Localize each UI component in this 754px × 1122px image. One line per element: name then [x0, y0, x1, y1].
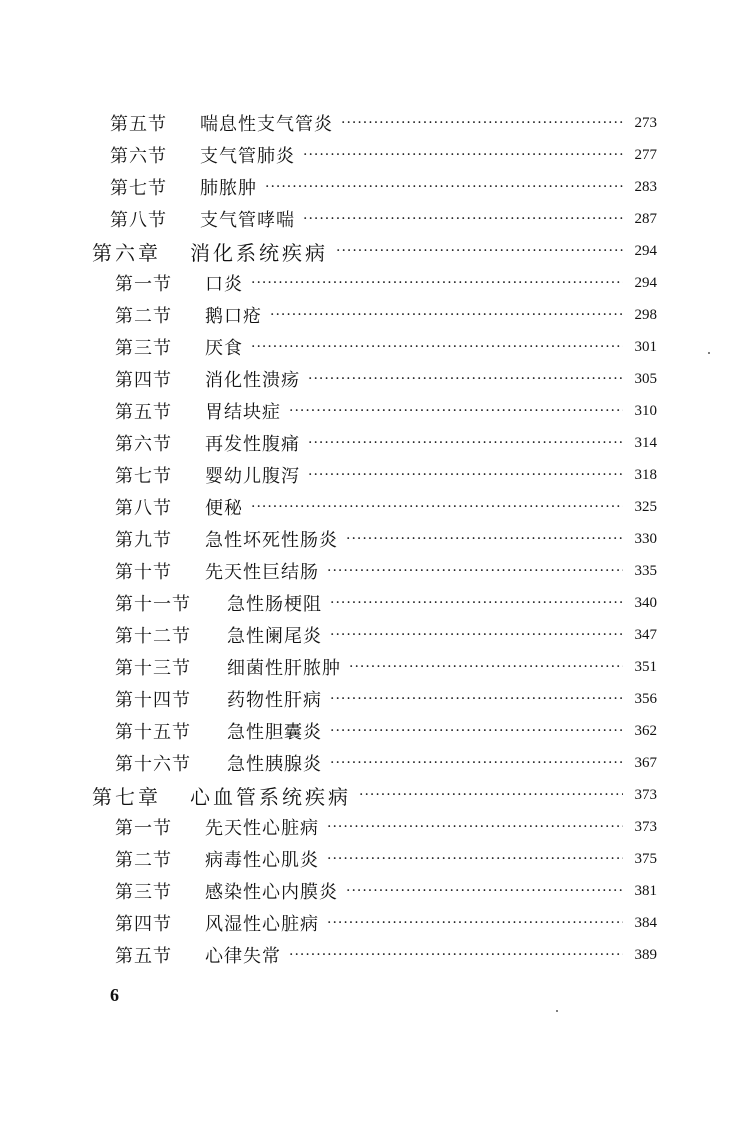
dot-leader	[327, 851, 623, 867]
dot-leader	[308, 435, 623, 451]
entry-label: 第六节	[110, 146, 167, 167]
entry-page: 318	[634, 466, 657, 483]
dot-leader	[346, 531, 623, 547]
entry-title: 厌食	[205, 338, 243, 359]
dot-leader	[251, 275, 623, 291]
entry-title: 支气管肺炎	[200, 146, 295, 167]
entry-page: 330	[634, 530, 657, 547]
dot-leader	[341, 115, 623, 131]
entry-label: 第三节	[115, 338, 172, 359]
toc-entry	[115, 749, 657, 777]
entry-page: 273	[634, 114, 657, 131]
dot-leader	[303, 147, 623, 163]
toc-entry	[115, 365, 657, 393]
toc-entry	[115, 461, 657, 489]
page-number: 6	[110, 985, 119, 1005]
dot-leader	[327, 819, 623, 835]
entry-title: 先天性巨结肠	[205, 562, 319, 583]
toc-entry	[115, 941, 657, 969]
entry-title: 药物性肝病	[227, 690, 322, 711]
entry-label: 第九节	[115, 530, 172, 551]
entry-label: 第二节	[115, 306, 172, 327]
entry-title: 细菌性肝脓肿	[227, 658, 341, 679]
toc-entry	[115, 525, 657, 553]
entry-label: 第六节	[115, 434, 172, 455]
dot-leader	[270, 307, 623, 323]
entry-title: 急性阑尾炎	[227, 626, 322, 647]
entry-label: 第十五节	[115, 722, 191, 743]
entry-label: 第八节	[110, 210, 167, 231]
entry-label: 第十四节	[115, 690, 191, 711]
entry-label: 第七节	[115, 466, 172, 487]
dot-leader	[265, 179, 623, 195]
dot-leader	[308, 371, 623, 387]
entry-title: 心律失常	[205, 946, 281, 967]
dot-leader	[327, 915, 623, 931]
entry-page: 298	[634, 306, 657, 323]
entry-label: 第一节	[115, 818, 172, 839]
dot-leader	[327, 563, 623, 579]
entry-label: 第四节	[115, 914, 172, 935]
toc-entry	[115, 653, 657, 681]
entry-page: 381	[634, 882, 657, 899]
entry-label: 第五节	[110, 114, 167, 135]
entry-label: 第十二节	[115, 626, 191, 647]
toc-entry	[115, 429, 657, 457]
entry-page: 294	[634, 274, 657, 291]
entry-label: 第五节	[115, 402, 172, 423]
entry-label: 第十三节	[115, 658, 191, 679]
dot-leader	[303, 211, 623, 227]
dot-leader	[359, 787, 623, 803]
dot-leader	[330, 723, 623, 739]
toc-entry	[115, 269, 657, 297]
entry-label: 第十节	[115, 562, 172, 583]
entry-title: 急性坏死性肠炎	[205, 530, 338, 551]
toc-entry	[115, 685, 657, 713]
entry-title: 感染性心内膜炎	[205, 882, 338, 903]
toc-entry	[115, 589, 657, 617]
toc-entry	[115, 877, 657, 905]
dot-leader	[330, 691, 623, 707]
entry-page: 277	[634, 146, 657, 163]
entry-title: 肺脓肿	[200, 178, 257, 199]
toc-entry	[110, 141, 657, 169]
toc-entry	[115, 397, 657, 425]
entry-title: 先天性心脏病	[205, 818, 319, 839]
toc-chapter-entry	[92, 781, 657, 809]
entry-page: 362	[634, 722, 657, 739]
dot-leader	[349, 659, 623, 675]
dot-leader	[346, 883, 623, 899]
entry-title: 急性肠梗阻	[227, 594, 322, 615]
dot-leader	[289, 403, 623, 419]
entry-page: 301	[634, 338, 657, 355]
entry-label: 第七章	[92, 784, 161, 809]
entry-title: 消化性溃疡	[205, 370, 300, 391]
entry-title: 鹅口疮	[205, 306, 262, 327]
entry-page: 373	[634, 818, 657, 835]
toc-entry	[115, 493, 657, 521]
entry-title: 心血管系统疾病	[190, 784, 351, 809]
entry-title: 支气管哮喘	[200, 210, 295, 231]
dot-leader	[336, 243, 623, 259]
entry-label: 第七节	[110, 178, 167, 199]
entry-page: 367	[634, 754, 657, 771]
toc-chapter-entry	[92, 237, 657, 265]
entry-page: 335	[634, 562, 657, 579]
entry-page: 356	[634, 690, 657, 707]
entry-page: 389	[634, 946, 657, 963]
toc-entry	[115, 813, 657, 841]
entry-label: 第十六节	[115, 754, 191, 775]
entry-label: 第八节	[115, 498, 172, 519]
entry-label: 第二节	[115, 850, 172, 871]
toc-entry	[115, 909, 657, 937]
entry-title: 消化系统疾病	[190, 240, 328, 265]
dot-leader	[330, 755, 623, 771]
entry-title: 胃结块症	[205, 402, 281, 423]
entry-page: 373	[634, 786, 657, 803]
entry-label: 第十一节	[115, 594, 191, 615]
toc-entry	[115, 301, 657, 329]
entry-label: 第六章	[92, 240, 161, 265]
toc-entry	[115, 845, 657, 873]
toc-entry	[110, 205, 657, 233]
entry-label: 第四节	[115, 370, 172, 391]
entry-page: 384	[634, 914, 657, 931]
entry-page: 375	[634, 850, 657, 867]
entry-page: 294	[634, 242, 657, 259]
toc-entry	[115, 621, 657, 649]
entry-label: 第五节	[115, 946, 172, 967]
entry-label: 第一节	[115, 274, 172, 295]
dot-leader	[251, 339, 623, 355]
entry-page: 347	[634, 626, 657, 643]
toc-entry	[115, 717, 657, 745]
entry-title: 便秘	[205, 498, 243, 519]
toc-entry	[115, 333, 657, 361]
entry-page: 325	[634, 498, 657, 515]
entry-title: 急性胰腺炎	[227, 754, 322, 775]
dot-leader	[330, 595, 623, 611]
toc-entry	[115, 557, 657, 585]
entry-title: 口炎	[205, 274, 243, 295]
entry-title: 急性胆囊炎	[227, 722, 322, 743]
entry-title: 婴幼儿腹泻	[205, 466, 300, 487]
entry-title: 喘息性支气管炎	[200, 114, 333, 135]
dot-leader	[289, 947, 623, 963]
scan-speck	[556, 1010, 558, 1012]
entry-label: 第三节	[115, 882, 172, 903]
entry-title: 风湿性心脏病	[205, 914, 319, 935]
entry-page: 287	[634, 210, 657, 227]
toc-entry	[110, 173, 657, 201]
entry-title: 病毒性心肌炎	[205, 850, 319, 871]
entry-page: 305	[634, 370, 657, 387]
entry-page: 310	[634, 402, 657, 419]
entry-page: 351	[634, 658, 657, 675]
scan-speck	[708, 352, 710, 354]
toc-entry	[110, 109, 657, 137]
entry-title: 再发性腹痛	[205, 434, 300, 455]
dot-leader	[251, 499, 623, 515]
entry-page: 340	[634, 594, 657, 611]
dot-leader	[330, 627, 623, 643]
entry-page: 314	[634, 434, 657, 451]
entry-page: 283	[634, 178, 657, 195]
dot-leader	[308, 467, 623, 483]
